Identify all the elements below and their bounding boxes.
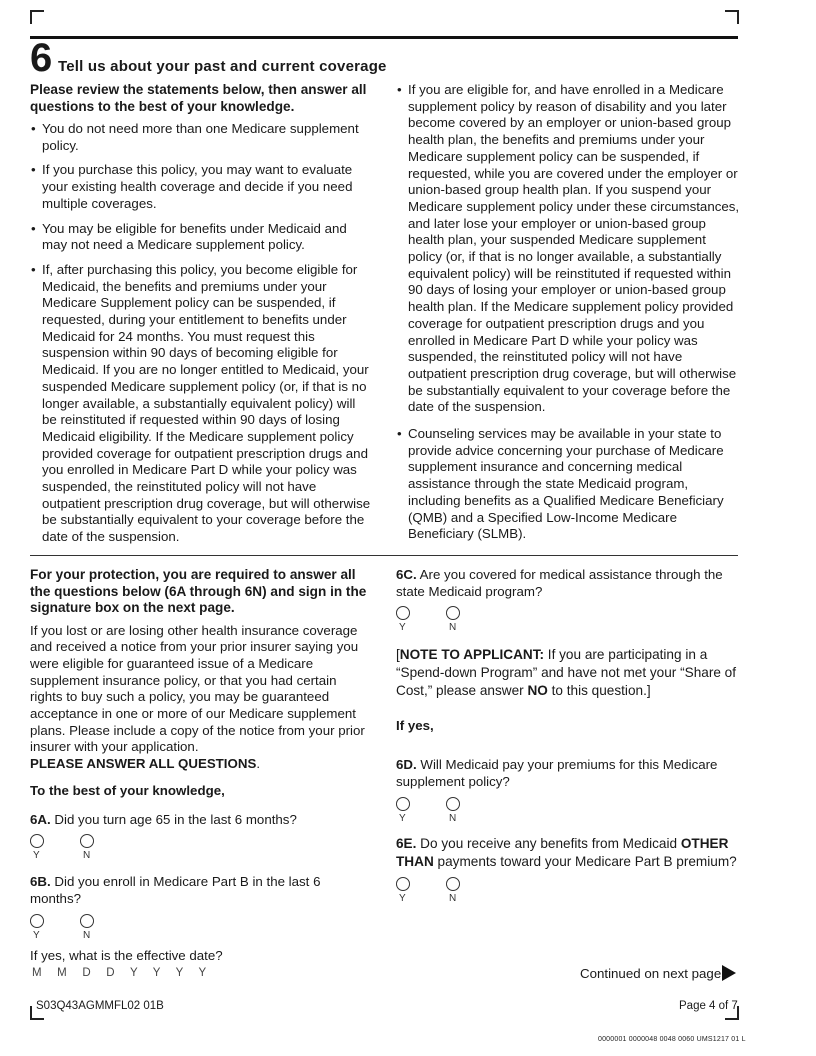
- effective-date-input[interactable]: M M D D Y Y Y Y: [32, 967, 213, 979]
- bullet-icon: •: [31, 162, 36, 178]
- effective-date-prompt: If yes, what is the effective date?: [30, 947, 223, 963]
- q6d-no-radio[interactable]: [446, 797, 460, 811]
- question-6b: 6B. Did you enroll in Medicare Part B in the last 6 months?: [30, 874, 321, 906]
- note-to-applicant: [NOTE TO APPLICANT: If you are participating in a “Spend-down Program” and have not met your “Share of Cost,” please answer NO to this question.]: [396, 647, 737, 699]
- review-instructions: Please review the statements below, then answer all questions to the best of your knowledge.: [30, 82, 367, 114]
- q6a-options: [30, 828, 372, 864]
- barcode-text: 0000001 0000048 0048 0060 UMS1217 01 L: [598, 1036, 746, 1043]
- right-bullet-list: [396, 82, 740, 543]
- bullet-icon: •: [31, 121, 36, 136]
- bullet-icon: •: [397, 426, 402, 442]
- to-best-knowledge: To the best of your knowledge,: [30, 782, 225, 798]
- please-answer-all: PLEASE ANSWER ALL QUESTIONS: [30, 756, 257, 772]
- corner-mark-top-left: [30, 10, 44, 24]
- q6b-options: [30, 908, 372, 944]
- top-rule: [30, 36, 738, 39]
- yes-label: Y: [399, 892, 406, 904]
- q6a-no-radio[interactable]: [80, 834, 94, 848]
- if-yes-heading: If yes,: [396, 718, 434, 734]
- bullet-item: • If you are eligible for, and have enrolled in a Medicare supplement policy by reason of disability and you later become covered by an employer or union-based group health plan, the benefits and premiums under your Medicare supplement policy can be suspended, if requested, while you are covered under the employer or union-based group health plan. If you suspend your Medicare supplement policy under these circumstances, and later lose your employer or union-based group health plan, your suspended Medicare supplement policy (or, if that is no longer available, a substantially equivalent policy) will be reinstituted if requested within 90 days of losing your employer or union-based group health plan. If the Medicare supplement policy provided coverage for outpatient prescription drugs and you enrolled in Medicare Part D while your policy was suspended, the reinstituted policy will not have outpatient prescription drug coverage, but will otherwise be substantially equivalent to your coverage before the date of the suspension.: [397, 82, 740, 415]
- protection-notice: For your protection, you are required to answer all the questions below (6A through 6N) and sign in the signature box on the next page.: [30, 567, 367, 615]
- left-bullet-list: [30, 121, 372, 546]
- q6d-yes-radio[interactable]: [396, 797, 410, 811]
- q6a-yes-radio[interactable]: [30, 834, 44, 848]
- q6c-yes-radio[interactable]: [396, 606, 410, 620]
- corner-mark-top-right: [725, 10, 739, 24]
- right-top-column: [396, 82, 740, 551]
- yes-label: Y: [399, 812, 406, 824]
- left-top-column: [30, 82, 372, 554]
- q6e-yes-radio[interactable]: [396, 877, 410, 891]
- question-6a: 6A. Did you turn age 65 in the last 6 months?: [30, 811, 297, 827]
- bullet-item: • You may be eligible for benefits under Medicaid and may not need a Medicare supplement policy.: [31, 220, 347, 253]
- q6b-no-radio[interactable]: [80, 914, 94, 928]
- q6d-options: [396, 791, 740, 827]
- bullet-item: • If you purchase this policy, you may want to evaluate your existing health coverage and decide if you need multiple coverages.: [31, 162, 353, 211]
- page-number: Page 4 of 7: [679, 1000, 738, 1012]
- arrow-right-icon: [722, 965, 736, 981]
- section-divider: [30, 555, 738, 556]
- no-label: N: [83, 929, 91, 941]
- bullet-icon: •: [31, 261, 36, 277]
- no-label: N: [449, 892, 457, 904]
- question-6d: 6D. Will Medicaid pay your premiums for this Medicare supplement policy?: [396, 757, 718, 789]
- question-6c: 6C. Are you covered for medical assistance through the state Medicaid program?: [396, 567, 723, 599]
- no-label: N: [449, 622, 457, 634]
- q6c-options: [396, 600, 740, 636]
- guaranteed-issue-paragraph: If you lost or are losing other health insurance coverage and received a notice from your prior insurer saying you were eligible for guaranteed issue of a Medicare supplement insurance policy, or that you had certain rights to buy such a policy, you may be guaranteed acceptance in one or more of our Medicare supplement plans. Please include a copy of the notice from your prior insurer with your application. PLEASE ANSWER ALL QUESTIONS.: [30, 622, 365, 772]
- section-title: Tell us about your past and current coverage: [58, 58, 387, 75]
- bullet-item: • If, after purchasing this policy, you become eligible for Medicaid, the benefits and premiums under your Medicare Supplement policy can be suspended, if requested, during your entitlement to benefits under Medicaid for 24 months. You must request this suspension within 90 days of becoming eligible for Medicaid. If you are no longer entitled to Medicaid, your suspended Medicare supplement policy (or, if that is no longer available, a substantially equivalent policy) will be reinstituted if requested within 90 days of losing Medicaid eligibility. If the Medicare supplement policy provided coverage for outpatient prescription drugs and you enrolled in Medicare Part D while your policy was suspended, the reinstituted policy will not have outpatient prescription drug coverage, but will otherwise be substantially equivalent to your coverage before the date of the suspension.: [31, 261, 371, 545]
- form-code: S03Q43AGMMFL02 01B: [36, 1000, 164, 1012]
- yes-label: Y: [399, 622, 406, 634]
- no-label: N: [449, 812, 457, 824]
- yes-label: Y: [33, 929, 40, 941]
- bullet-icon: •: [31, 220, 36, 236]
- q6c-no-radio[interactable]: [446, 606, 460, 620]
- right-bottom-column: [396, 567, 740, 907]
- left-bottom-column: [30, 567, 372, 964]
- q6b-yes-radio[interactable]: [30, 914, 44, 928]
- continued-on-next-page: Continued on next page: [580, 966, 722, 981]
- section-number: 6: [30, 36, 53, 80]
- q6e-options: [396, 871, 740, 907]
- bullet-item: • Counseling services may be available in your state to provide advice concerning your purchase of Medicare supplement insurance and concerning medical assistance through the state Medicaid program, including benefits as a Qualified Medicare Beneficiary (QMB) and a Specified Low-Income Medicare Beneficiary (SLMB).: [397, 426, 724, 542]
- q6e-no-radio[interactable]: [446, 877, 460, 891]
- question-6e: 6E. Do you receive any benefits from Medicaid OTHER THAN payments toward your Medicare Part B premium?: [396, 835, 737, 869]
- yes-label: Y: [33, 850, 40, 862]
- bullet-item: • You do not need more than one Medicare supplement policy.: [31, 121, 359, 153]
- bullet-icon: •: [397, 82, 402, 97]
- no-label: N: [83, 850, 91, 862]
